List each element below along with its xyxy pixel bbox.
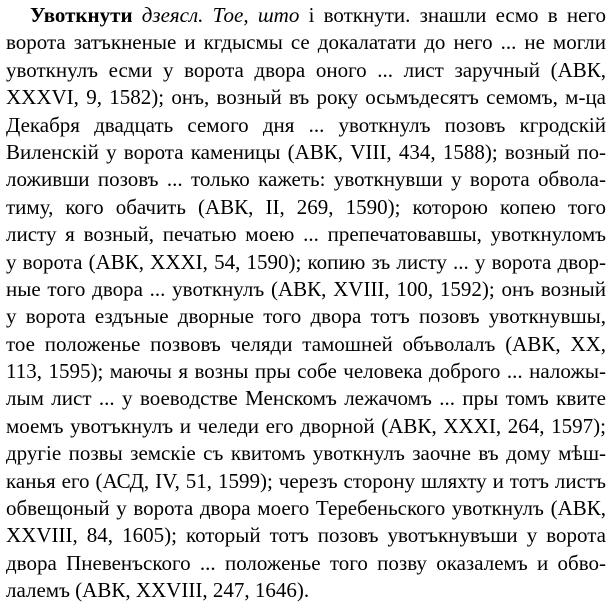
entry-line: другіе позвы земскіе съ квитомъ увоткнулъ заочне въ дому мѣш- <box>6 441 606 466</box>
entry-line: 113, 1595); маючы я возны пры собе человека доброго ... наложы- <box>6 359 606 384</box>
entry-line: лым лист ... у воеводстве Менскомъ лежачомъ ... пры томъ квите <box>6 386 606 411</box>
cross-reference: і воткнути. <box>308 3 411 27</box>
entry-line: ворота затъкненые и кгдысмы се докалатати до него ... не могли <box>6 30 606 55</box>
gloss: Тое, што <box>212 3 300 27</box>
entry-line: увоткнулъ есми у ворота двора оного ... лист заручный (АВК, <box>6 57 606 82</box>
entry-line: XXXVI, 9, 1582); онъ, возный въ року осьмъдесятъ семомъ, м-ца <box>6 85 606 110</box>
entry-line: Виленскій у ворота каменицы (АВК, VIII, 434, 1588); возный по- <box>6 139 606 164</box>
citation-text: знашли есмо в него <box>419 3 606 27</box>
entry-line: у ворота ездъные дворные того двора тотъ позовъ увоткнувшы, <box>6 304 606 329</box>
entry-line: листу я возный, печатью моею ... препечатовавшы, увоткнуломъ <box>6 222 606 247</box>
entry-line <box>6 2 606 29</box>
entry-line: двора Пневенъского ... положенье того позву оказалемъ и обво- <box>6 550 606 575</box>
entry-line: тиму, кого обачить (АВК, II, 269, 1590); которою копею того <box>6 194 606 219</box>
entry-line: ные того двора ... увоткнулъ (АВК, XVIII, 100, 1592); онъ возный <box>6 276 606 301</box>
entry-line: канья его (АСД, IV, 51, 1599); черезъ сторону шляхту и тотъ листъ <box>6 468 606 493</box>
part-of-speech: дзеясл. <box>141 3 204 27</box>
headword: Увоткнути <box>30 3 133 27</box>
entry-line: у ворота (АВК, XXXI, 54, 1590); копию зъ листу ... у ворота двор- <box>6 249 606 274</box>
entry-line: XXVIII, 84, 1605); который тотъ позовъ увотъкнувъши у ворота <box>6 523 606 548</box>
entry-line: лалемъ (АВК, XXVIII, 247, 1646). <box>6 578 310 603</box>
entry-line: ложивши позовъ ... только кажеть: увоткнувши у ворота обвола- <box>6 167 606 192</box>
entry-line: тое положенье позвовъ челяди тамошней объволалъ (АВК, XX, <box>6 331 606 356</box>
entry-line: Декабря двадцать семого дня ... увоткнулъ позовъ кгродскій <box>6 112 606 137</box>
entry-line: обвещоный у ворота двора моего Теребеньского увоткнулъ (АВК, <box>6 496 606 521</box>
entry-line: моемъ увотъкнулъ и челеди его дворной (АВК, XXXI, 264, 1597); <box>6 413 606 438</box>
